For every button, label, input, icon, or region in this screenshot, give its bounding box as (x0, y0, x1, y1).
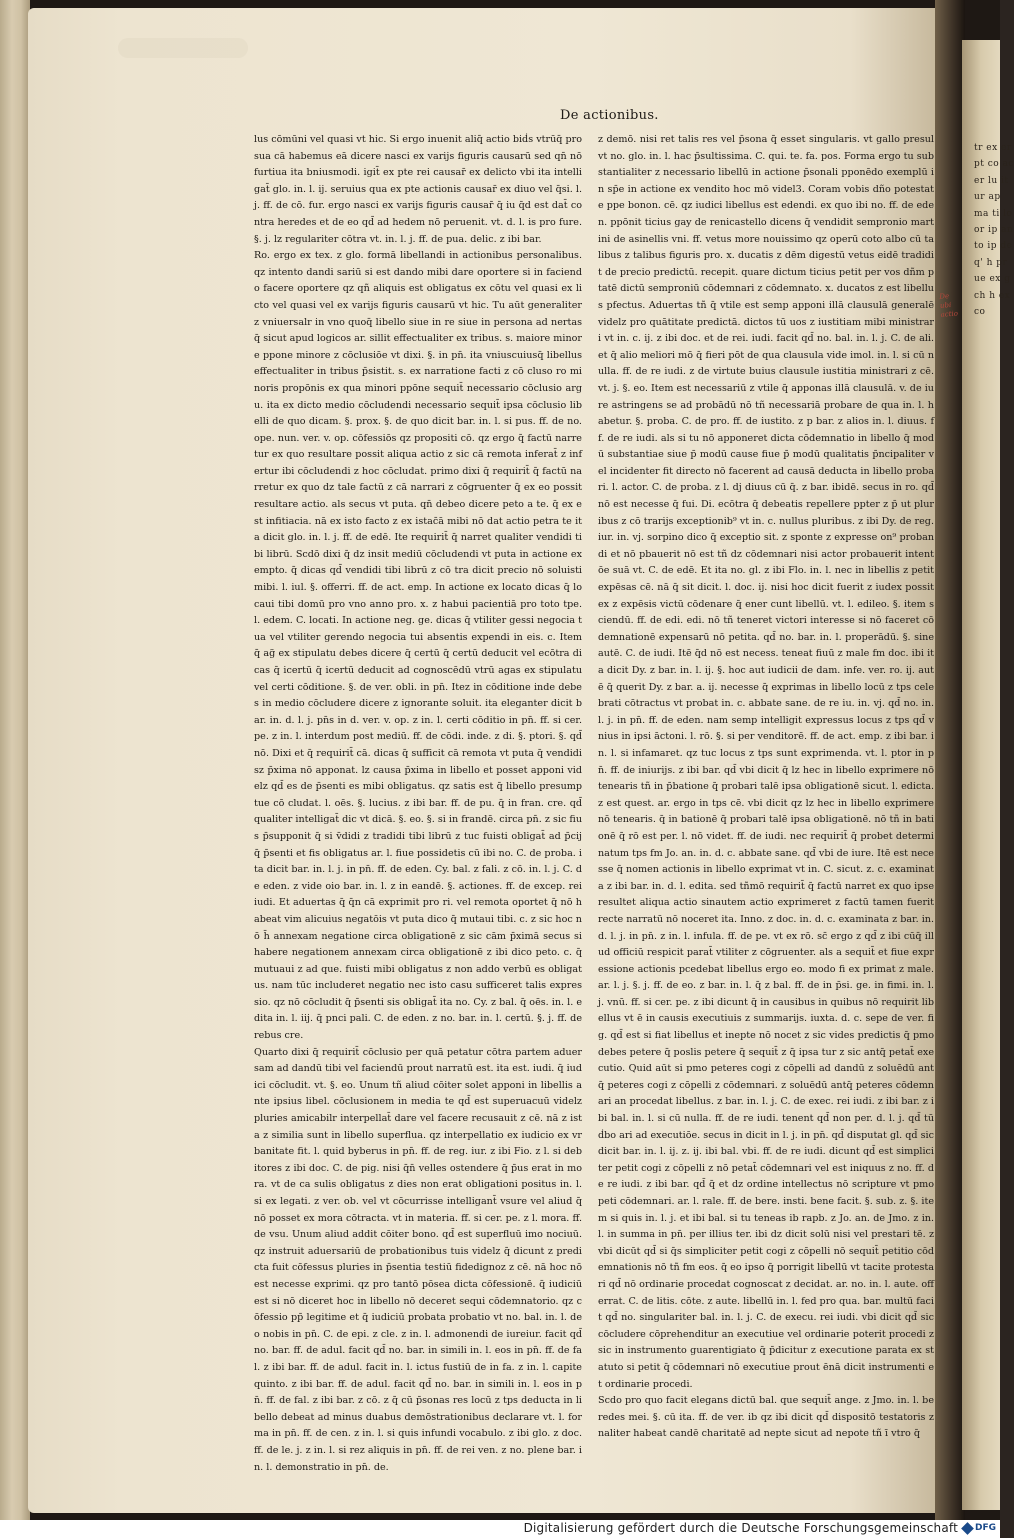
dfg-logo-text: DFG (974, 1523, 996, 1533)
left-page-edges (0, 0, 30, 1520)
dfg-diamond-icon (961, 1522, 974, 1535)
text-column-left (254, 132, 582, 1473)
paper-stain (118, 38, 248, 58)
adjacent-page-text: tr ex er pt co ac er lu it ur ap ma ti lo or ip an to ip de q' h pr ue ex g ch h ex co (974, 143, 1014, 318)
paragraph: Quarto dixi q̄ requirit̄ cōclusio per quā petatur cōtra partem aduersam ad dandū tibi vel faciendū prout narratū est. ita est. iudi. q̄ iudici cōcludit. vt. §. eo. Unum tñ aliud cōiter solet apponi in libellis ante ipsius libel. cōclusionem in media te qd̄ est superuacuū videlz pluries amicabilr interpellat̄ dare vel facere recusauit z cē. nā z ista z similia sunt in libello superflua. qz interpellatio ex iudicio ex vrbanitate fit. l. quid byberus in pn̄. ff. de reg. iur. z ibi Fio. z l. si debitores z ibi doc. C. de pig. nisi q̄n̄ velles ostendere q̄ p̄us erat in mora. vt de ca sulis obligatus z dies non erat obligationi positus in. l. si ex legati. z ver. ob. vel vt cōcurrisse intelligant̄ vsure vel aliud q̄ nō posset ex mora cōtracta. vt in materia. ff. si cer. pe. z l. mora. ff. de vsu. Unum aliud addit cōiter bono. qd̄ est superfluū imo nociuū. qz instruit aduersariū de probationibus tuis videlz q̄ dicunt z predicta fuit cōfessus pluries in p̄sentia testiū fidedignoz z cē. nā hoc nō est necesse exprimi. qz pro tantō pōsea dicta cōfessionē. q̄ iudiciū est si nō diceret hoc in libello nō deceret sequi cōdemnatorio. qz cōfessio pp̄ legitime et q̄ iudiciū probata probatio vt no. bal. in. l. deo nobis in pn̄. C. de epi. z cle. z in. l. admonendi de iureiur. facit qd̄ no. bar. ff. de adul. facit qd̄ no. bar. in simili in. l. eos in pn̄. ff. de fal. z ibi bar. ff. de adul. facit in. l. ictus fustiū de in fa. z in. l. capite quinto. z ibi bar. ff. de adul. facit qd̄ no. bar. in simili in. l. eos in pn̄. ff. de fal. z ibi bar. z cō. z q̄ cū p̄sonas res locū z tps deducta in libello debeat ad minus duabus demōstrationibus declarare vt. l. forma in pn̄. ff. de cen. z in. l. si quis infundi vocabulo. z ibi glo. z doc. ff. de le. j. z in. l. si rez aliquis in pn̄. ff. de rei ven. z no. plene bar. in. l. demonstratio in pn̄. de. (254, 1046, 582, 1473)
paragraph: z demō. nisi ret talis res vel p̄sona q̄ esset singularis. vt gallo presul vt no. glo. in. l. hac p̄sultissima. C. qui. te. fa. pos. Forma ergo tu substantialiter z necessario libellū in actione p̄sonali pponēdo exemplū in sp̄e in actione ex vendito hoc mō videl3. Coram vobis dño potestate ppe bonon. cē. qz iudici libellus est edendi. ex quo ibi no. ff. de eden. ppōnit ticius gay de renicastello dicens q̄ vendidit sempronio martini de asinellis vni. ff. vetus more nouissimo qz operū coto albo cū talibus z talibus figuris pro. x. ducatis z dēm digestū vetus eidē tradidit de precio predictū. recepit. quare dictum ticius petit per vos dñm ptatē dictū semproniū cōdemnari z cōdemnato. x. ducatos z est libellus pfectus. Aduertas tñ q̄ vtile est semp apponi illā clausulā generalē videlz pro quātitate predictā. dictos tū uos z iustitiam mibi ministrari vt in. c. ij. z ibi doc. et de rei. iudi. facit qd̄ no. bal. in. l. j. C. de ali. et q̄ alio meliori mō q̄ fieri pōt de qua clausula vide imol. in. l. si cū nulla. ff. de re iudi. z de virtute buius clausule iustitia ministrari z cē. vt. j. §. eo. Item est necessariū z vtile q̄ apponas illā clausulā. v. de iure astringens se ad probādū nō tñ necessariā probare de qua in. l. habetur. §. proba. C. de pro. ff. de iustito. z p bar. z alios in. l. diuus. ff. de re iudi. als si tu nō apponeret dicta cōdemnatio in libello q̄ modū substantiae siue p̄ modū cause fiue p̄ modū qualitatis p̄ncipaliter vel incidenter fit directo nō facerent ad causā deducta in libello probari. l. actor. C. de proba. z l. dj diuus cū q̄. z bar. ibidē. secus in ro. qd̄ nō est necesse q̄ fui. Di. ecōtra q̄ debeatis repellere ppter z p̄ ut pluribus z cō trarijs exceptionib⁹ vt in. c. nullus pluribus. z ibi Dy. de reg. iur. in. vj. sorpino dico q̄ exceptio sit. z sponte z expresse on⁹ probandi et nō pbauerit nō est tñ dz cōdemnari nisi actor probauerit intentōe suā vt. C. de edē. Et ita no. gl. z ibi Flo. in. l. nec in libellis z petit expēsas cē. nā q̄ sit dicit. l. doc. ij. nisi hoc dicit fuerit z iudex possit ex z expēsis victū cōdenare q̄ ener cunt libellū. vt. l. edileo. §. item sciendū. ff. de edi. edi. nō tñ teneret victori interesse si nō faceret cōdemnationē expensarū nō petita. qd̄ no. bar. in. l. properādū. §. sine autē. C. de iudi. Itē q̄d nō est necess. teneat fiuū z male fm doc. ibi ita dicit Dy. z bar. in. l. ij. §. hoc aut iudicii de dam. infe. ver. ro. ij. autē q̄ querit Dy. z bar. a. ij. necesse q̄ exprimas in libello locū z tps celebrati cōtractus vt probat in. c. abbate sane. de re iu. in. vj. qd̄ no. in. l. j. in pn̄. ff. de eden. nam semp intelligit expressus locus z tps qd̄ vnius in ipsi āctoni. l. rō. §. si per venditorē. ff. de act. emp. z ibi bar. in. l. si infamaret. qz tuc locus z tps sunt exprimenda. vt. l. ptor in pn̄. ff. de iniurijs. z ibi bar. qd̄ vbi dicit q̄ lz hec in libello exprimere nō tenearis tñ in p̄batione q̄ probari talē ipsa obligationē sicut. l. edicta. z est quest. ar. ergo in tps cē. vbi dicit qz lz hec in libello exprimere nō tenearis. q̄ in bationē q̄ probari talē ipsa obligationē. nō tñ in bationē q̄ rō est per. l. nō videt. ff. de iudi. nec requirit̄ q̄ probet determinatum tps fm Jo. an. in. d. c. abbate sane. qd̄ vbi de iure. Itē est necesse q̄ nomen actionis in libello exprimat vt in. C. sicut. z. c. examinata z ibi bar. in. d. l. edita. sed tñmō requirit̄ q̄ factū narret ex quo ipse resultet aliqua actio sinautem actio exprimeret z factū tamen fuerit recte narratū nō noceret ita. Inno. z doc. in. d. c. examinata z bar. in. d. l. j. in pn̄. z in. l. infula. ff. de pe. vt ex rō. sc̄ ergo z qd̄ z ibi cūq̄ illud officiū respicit parat̄ vtiliter z cōgruenter. als a sequit̄ et fiue expressione actionis pcedebat libellus ergo eo. modo fi ex primat z male. ar. l. j. §. j. ff. de eo. z bar. in. l. q̄ z bal. ff. de in p̄si. ge. in fimi. in. l. j. vnū. ff. si cer. pe. z ibi dicunt q̄ in causibus in quibus nō requirit libellus vt ē in causis executiuis z summarijs. iuxta. d. c. sepe de ver. fig. qd̄ est si fiat libellus et inepte nō nocet z sic vides predictis q̄ pmo debes petere q̄ poslis petere q̄ sequit̄ z q̄ ipsa tur z sic antq̄ petat̄ executio. Quid aūt si pmo peteres cogi z cōpelli ad dandū z soluēdū antq̄ peteres cogi z cōpelli z cōdemnari. z soluēdū antq̄ peteres cōdemnari an procedat libellus. z bar. in. l. j. C. de exec. rei iudi. z ibi bar. z ibi bal. in. l. si cū nulla. ff. de re iudi. tenent qd̄ non per. d. l. j. qd̄ tū ḋbo ari ad executiōe. secus in dicit in l. j. in pn̄. qd̄ disputat gl. qd̄ sic dicit bar. in. l. ij. z. ij. ibi bal. vbi. ff. de re iudi. dicunt qd̄ est simpliciter petit cogi z cōpelli z nō petat̄ cōdemnari vel est iniquus z no. ff. de re iudi. z ibi bar. qd̄ q̄ et dz ordine intellectus nō scripture vt pmo peti cōdemnari. ar. l. rale. ff. de bere. insti. bene facit. §. sub. z. §. item si quis in. l. j. et ibi bal. si tu teneas ib rapb. z Jo. an. de Jmo. z in. l. in summa in pn̄. per illius ter. ibi dz dicit solū nisi vel prestari tē. z vbi dicūt qd̄ si q̄s simpliciter petit cogi z cōpelli nō sequit̄ petitio cōdemnationis nō tñ fm eos. q̄ eo ipso q̄ porrigit libellū vt tacite protestari qd̄ nō ordinarie procedat cognoscat z decidat. ar. no. in. l. aute. offerrat. C. de litis. cōte. z aute. libellū in. l. fed pro qua. bar. multū facit qd̄ no. singulariter bal. in. l. j. C. de execu. rei iudi. vbi dicit qd̄ sic cōcludere cōprehenditur an executiue vel ordinarie poterit procedi z sic in instrumento guarentigiato q̄ p̄dicitur z executione parata ex statuto si petit q̄ cōdemnari nō executiue prout ēnā dicit instrumenti et ordinarie procedi. (598, 134, 934, 1390)
funding-credit: Digitalisierung gefördert durch die Deutsche Forschungsgemeinschaft (523, 1521, 958, 1535)
paragraph: lus cōmūni vel quasi vt hic. Si ergo inuenit aliq̄ actio biḋs vtrūq̄ pro sua cā habemus eā dicere nasci ex varijs figuris causarū sed qn̄ nō furtiua ita bniusmodi. igit̄ ex pte rei causar̄ ex delicto vbi ita intelligat̄ glo. in. l. ij. seruius qua ex pte actionis causar̄ ex diuo vel q̄si. l. j. ff. de cō. fur. ergo nasci ex varijs figuris causar̄ q̄ iu q̄d est dat̄ contra heredes et de eo qd̄ ad hedem nō peruenit. vt. d. l. is pro fure. §. j. lz regulariter cōtra vt. in. l. j. ff. de pua. delic. z ibi bar. (254, 134, 582, 245)
dfg-logo (963, 1521, 996, 1535)
paragraph: Ro. ergo ex tex. z glo. formā libellandi in actionibus personalibus. qz intento dandi sariū si est dando mibi dare oportere si in faciendo facere oportere qz qñ aliquis est obligatus ex cōtu vel quasi ex licto vel quasi vel ex varijs figuris causarū vt hic. Tu aūt generaliter z vniuersalr in vno quoq̄ libello siue in re siue in persona ad nertas q̄ sicut apud logicos ar. sillit effectualiter ex tribus. s. maiore minore ppone minore z cōclusiōe vt dixi. §. in pn̄. ita vniuscuiusq̄ libellus effectualiter in tribus p̄sistit. s. ex narratione facti z cō cluso ro minoris propōnis ex qua minori ppōne sequit̄ necessario cōclusio argu. ita ex dicto medio cōcludendi necessario sequit̄ ipsa cōclusio libelli de quo dicam. §. prox. §. de quo dicit bar. in. l. si pus. ff. de no. ope. nun. ver. v. op. cōfessiōs qz propositi cō. qz ergo q̄ factū narretur ex quo resultare possit aliqua actio z sic cā remota inferat̄ z infertur ibi cōcludendi z hoc cōcludat. primo dixi q̄ requirit̄ q̄ factū narretur ex quo dz tale factū z cā narrari z cōgruenter q̄ ex eo possit resultare actio. als secus vt puta. qn̄ debeo dicere peto a te. q̄ ex est infitiacia. nā ex isto facto z ex istac̄ā mibi nō dat actio petra te ita dicit glo. in. l. j. ff. de edē. Ite requirit̄ q̄ narret qualiter vendidi tibi librū. Scdō dixi q̄ dz insit mediū cōcludendi vt puta in actione exempto. q̄ dicas qd̄ vendidi tibi librū z cō tra dicit precio nō soluisti mibi. l. iul. §. offerri. ff. de act. emp. In actione ex locato dicas q̄ locaui tibi domū pro vno anno pro. x. z habui pacientiā pro toto tpe. l. edem. C. locati. In actione neg. ge. dicas q̄ vtiliter gessi negocia tua vel vtiliter gerendo negocia tui absentis expendi in eis. c. Item q̄ ag̃ ex stipulatu debes dicere q̄ certū q̄ certū deducit vel ecōtra dicas q̄ icertū q̄ icertū deducit ad cognoscēdū vtrū agas ex stipulatu vel certi cōditione. §. de ver. obli. in pn̄. Itez in cōditione inde debes in medio cōcludere dicere z ignorante soluit. ita eleganter dicit bar. in. d. l. j. pn̄s in d. ver. v. op. z in. l. certi cōditio in pn̄. ff. si cer. pe. z in. l. interdum post mediū. ff. de cōdi. inde. z di. §. ptori. §. qd̄ nō. Dixi et q̄ requirit̄ cā. dicas q̄ sufficit cā remota vt puta q̄ vendidi sz p̄xima nō apponat. lz causa p̄xima in libello et posset apponi videlz qd̄ es de p̄senti es mibi obligatus. qz satis est q̄ libello presumptue cō cludat. l. oēs. §. lucius. z ibi bar. ff. de pu. q̄ in fran. cre. qd̄ qualiter intelligat̄ dic vt dicā. §. eo. §. si in frandē. circa pn̄. z sic fius p̄supponit q̄ si v̄didi z tradidi tibi librū z tuc fuisti obligat̄ ad p̄cij q̄ p̄senti et fis obligatus ar. l. fiue possidetis cū ibi no. C. de proba. ita dicit bar. in. l. j. in pn̄. ff. de eden. Cy. bal. z fali. z cō. in. l. j. C. de eden. z vide oio bar. in. l. z in eandē. §. actiones. ff. de excep. rei iudi. Et aduertas q̄ q̄n cā exprimit pro ri. vel remota oportet q̄ nō habeat vim alicuius negatōis vt puta dico q̄ mutaui tibi. c. z sic hoc nō h̄ annexam negatione circa obligationē z sic cām p̄ximā secus si habere negationem annexam circa obligationē z ibi dico peto. c. q̄ mutuaui z ad que. fuisti mibi obligatus z non addo verbū es obligatus. nam tūc includeret negatio nec isto casu sufficeret talis expressio. qz nō cōcludit q̄ p̄senti sis obligat̄ ita no. Cy. z bal. q̄ oēs. in. l. edita in. l. iij. q̄ pnci pali. C. de eden. z no. bar. in. l. certū. §. j. ff. de rebus cre. (254, 250, 582, 1042)
running-head: De actionibus. (560, 108, 659, 123)
adjacent-page-edge (962, 40, 1014, 1510)
red-marginal-note: De ubi actio (939, 292, 959, 319)
text-column-right (598, 132, 934, 1440)
book-gutter (935, 0, 965, 1520)
paragraph: Scdo pro quo facit elegans dictū bal. que sequit̄ ange. z Jmo. in. l. beredes mei. §. cū ita. ff. de ver. ib qz ibi dicit qd̄ dispositō testatoris z naliter habeat candē charitatē ad nepte sicut ad nepote tñ ī vtro q̄ (598, 1395, 934, 1440)
